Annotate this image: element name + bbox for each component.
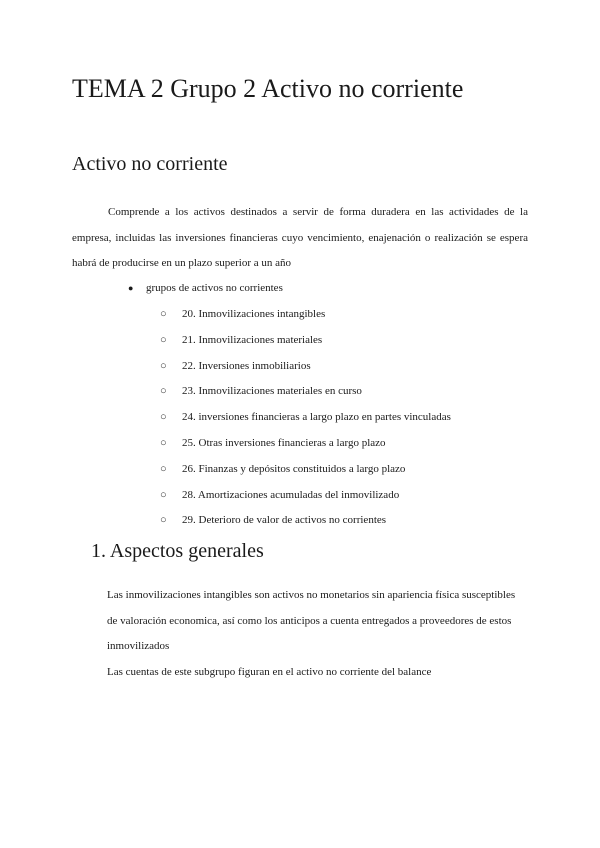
paragraph: Las inmovilizaciones intangibles son activos no monetarios sin apariencia física susceptibles de valoración economica, así como los anticipos a cuenta entregados a proveedores de estos inmovilizados [107,589,516,652]
list-item [160,433,451,459]
list-item-label: 20. Inmovilizaciones intangibles [182,308,326,320]
sub-bullet-symbol: ○ [160,514,167,527]
list-item [160,356,451,382]
sub-bullet-symbol: ○ [160,333,167,346]
bullet-symbol: ● [128,283,134,293]
heading-aspectos-generales: 1. Aspectos generales [91,540,264,562]
sub-bullet-symbol: ○ [160,462,167,475]
list-item-label: 28. Amortizaciones acumuladas del inmovilizado [182,488,400,501]
list-item [160,510,451,536]
list-item [160,485,451,511]
sub-bullet-symbol: ○ [160,359,167,372]
bullet-item [128,278,283,298]
intro-paragraph: Comprende a los activos destinados a servir de forma duradera en las actividades de la empresa, incluidas las inversiones financieras cuyo vencimiento, enajenación o realización se espera habrá de producirse en un plazo superior a un año [72,206,528,269]
sub-bullet-symbol: ○ [160,411,167,424]
list-item [160,304,451,330]
sub-bullet-symbol: ○ [160,385,167,398]
list-item [160,330,451,356]
list-item-label: 25. Otras inversiones financieras a largo plazo [182,436,386,449]
section-title: Activo no corriente [72,153,228,175]
list-item-label: 26. Finanzas y depósitos constituidos a largo plazo [182,462,406,475]
list-item [160,381,451,407]
sub-bullet-symbol: ○ [160,488,167,501]
document-title: TEMA 2 Grupo 2 Activo no corriente [72,74,464,103]
list-item-label: 24. inversiones financieras a largo plazo en partes vinculadas [182,411,451,424]
account-groups-list [160,304,451,536]
sub-bullet-symbol: ○ [160,436,167,449]
list-item-label: 29. Deterioro de valor de activos no corrientes [182,514,387,527]
list-item [160,459,451,485]
paragraph: Las cuentas de este subgrupo figuran en el activo no corriente del balance [107,665,432,678]
list-item-label: 21. Inmovilizaciones materiales [182,333,323,346]
bullet-label: grupos de activos no corrientes [146,282,283,294]
list-item [160,407,451,433]
body-text [107,583,527,685]
list-item-label: 22. Inversiones inmobiliarios [182,359,311,372]
sub-bullet-symbol: ○ [160,308,167,320]
list-item-label: 23. Inmovilizaciones materiales en curso [182,385,362,398]
